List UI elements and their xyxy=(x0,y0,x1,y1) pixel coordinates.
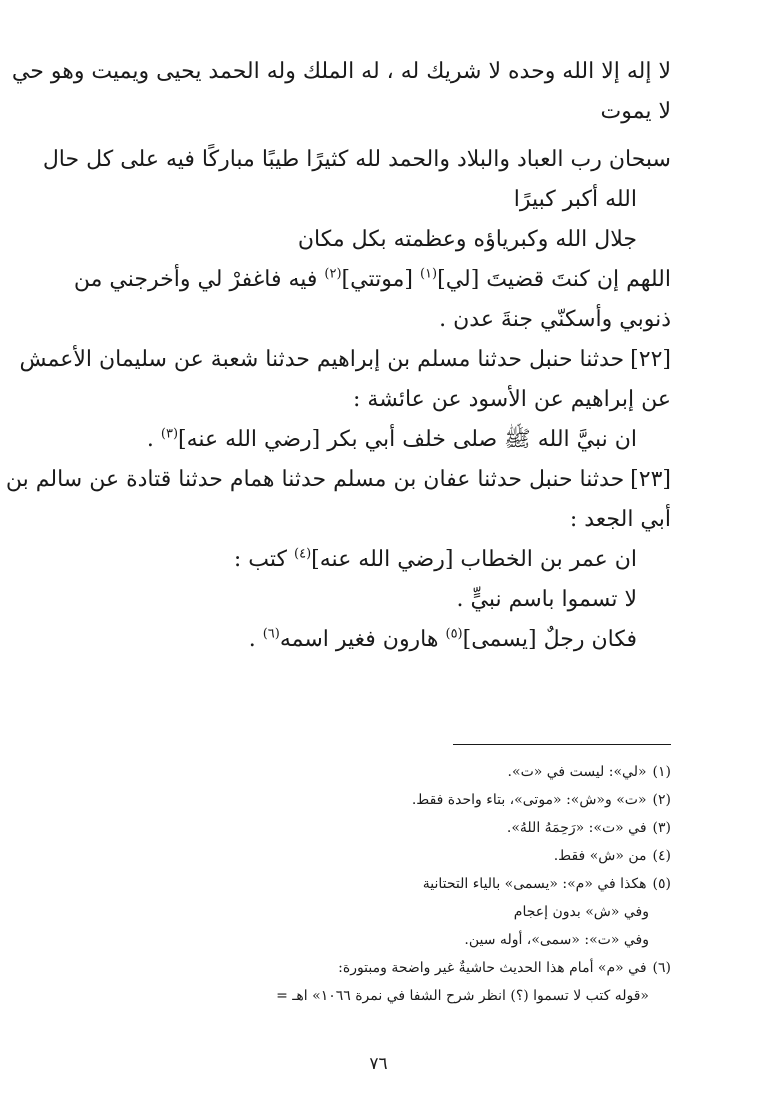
text-line xyxy=(92,540,671,580)
footnote-text: هكذا في «م»: «يسمى» بالياء التحتانية xyxy=(422,876,647,892)
text-line xyxy=(92,180,671,220)
footnote-text: وفي «ت»: «سمى»، أوله سين. xyxy=(464,932,649,948)
line-text: اللهم إن كنتَ قضيتَ [لي] xyxy=(437,267,671,292)
line-text: حدثنا حنبل حدثنا عفان بن مسلم حدثنا همام حدثنا قتادة عن سالم بن xyxy=(5,467,625,492)
page-number: ٧٦ xyxy=(369,1054,388,1074)
text-line xyxy=(92,380,671,420)
hadith-number: [٢٣] xyxy=(630,467,671,492)
text-line xyxy=(92,92,671,132)
footnote-text: «قوله كتب لا تسموا (؟) انظر شرح الشفا في نمرة ١٠٦٦» اهـ = xyxy=(276,988,649,1004)
footnotes-block xyxy=(200,758,671,1010)
text-line xyxy=(92,580,671,620)
line-text: جلال الله وكبرياؤه وعظمته بكل مكان xyxy=(297,227,637,252)
line-text: لا يموت xyxy=(600,99,671,124)
footnote xyxy=(200,842,671,870)
text-line xyxy=(19,340,671,380)
text-line xyxy=(73,260,671,300)
line-text: ان عمر بن الخطاب [رضي الله عنه] xyxy=(311,547,637,572)
footnote xyxy=(200,786,671,814)
line-text: . xyxy=(248,627,263,652)
line-text: هارون فغير اسمه xyxy=(279,627,446,652)
footnote-ref: (٦) xyxy=(262,626,280,642)
line-text: سبحان رب العباد والبلاد والحمد لله كثيرًا طيبًا مباركًا فيه على كل حال xyxy=(42,147,671,172)
footnote-text: من «ش» فقط. xyxy=(553,848,647,864)
footnote-ref: (٥) xyxy=(445,626,463,642)
line-text: فيه فاغفرْ لي وأخرجني من xyxy=(73,267,325,292)
footnote xyxy=(200,758,671,786)
line-text: الله أكبر كبيرًا xyxy=(513,187,637,212)
text-line xyxy=(92,620,671,660)
footnote-number: (٣) xyxy=(652,820,671,836)
line-text: ان نبيَّ الله ﷺ صلى خلف أبي بكر [رضي الله عنه] xyxy=(178,427,637,452)
hadith-number: [٢٢] xyxy=(630,347,671,372)
text-line xyxy=(11,52,671,92)
footnote-ref: (٤) xyxy=(294,546,312,562)
text-line xyxy=(92,300,671,340)
text-line xyxy=(92,220,671,260)
line-text: فكان رجلٌ [يسمى] xyxy=(462,627,637,652)
footnote-text: وفي «ش» بدون إعجام xyxy=(513,904,649,920)
footnote xyxy=(200,870,671,898)
text-line xyxy=(42,140,671,180)
footnote xyxy=(200,954,671,982)
line-text: لا إله إلا الله وحده لا شريك له ، له الملك وله الحمد يحيى ويميت وهو حي xyxy=(11,59,671,84)
footnote-text: «ت» و«ش»: «موتى»، بتاء واحدة فقط. xyxy=(411,792,647,808)
footnote-text: «لي»: ليست في «ت». xyxy=(507,764,647,780)
line-text: أبي الجعد : xyxy=(569,507,671,532)
footnote-ref: (١) xyxy=(419,266,438,282)
footnote-text: في «م» أمام هذا الحديث حاشيةٌ غير واضحة ومبتورة: xyxy=(338,960,647,976)
footnote-separator xyxy=(453,744,671,745)
footnote-number: (١) xyxy=(652,764,671,780)
footnote xyxy=(200,814,671,842)
text-line xyxy=(5,460,671,500)
line-text: كتب : xyxy=(233,547,295,572)
main-text-block xyxy=(5,52,671,660)
footnote-continuation xyxy=(200,898,671,926)
footnote-ref: (٢) xyxy=(324,266,342,282)
text-line xyxy=(92,420,671,460)
text-line xyxy=(92,500,671,540)
footnote-number: (٢) xyxy=(652,792,671,808)
line-text: حدثنا حنبل حدثنا مسلم بن إبراهيم حدثنا شعبة عن سليمان الأعمش xyxy=(19,347,625,372)
footnote-number: (٤) xyxy=(652,848,671,864)
footnote-continuation xyxy=(200,982,671,1010)
footnote-number: (٦) xyxy=(652,960,671,976)
footnote-continuation xyxy=(200,926,671,954)
line-text: عن إبراهيم عن الأسود عن عائشة : xyxy=(353,387,671,412)
footnote-ref: (٣) xyxy=(160,426,179,442)
line-text: ذنوبي وأسكنّي جنةَ عدن . xyxy=(439,307,671,332)
line-text: لا تسموا باسم نبيٍّ . xyxy=(456,587,637,612)
line-text: . xyxy=(146,427,161,452)
footnote-number: (٥) xyxy=(652,876,671,892)
line-text: [موتتي] xyxy=(341,267,420,292)
footnote-text: في «ت»: «رَحِمَهُ اللهُ». xyxy=(506,820,647,836)
